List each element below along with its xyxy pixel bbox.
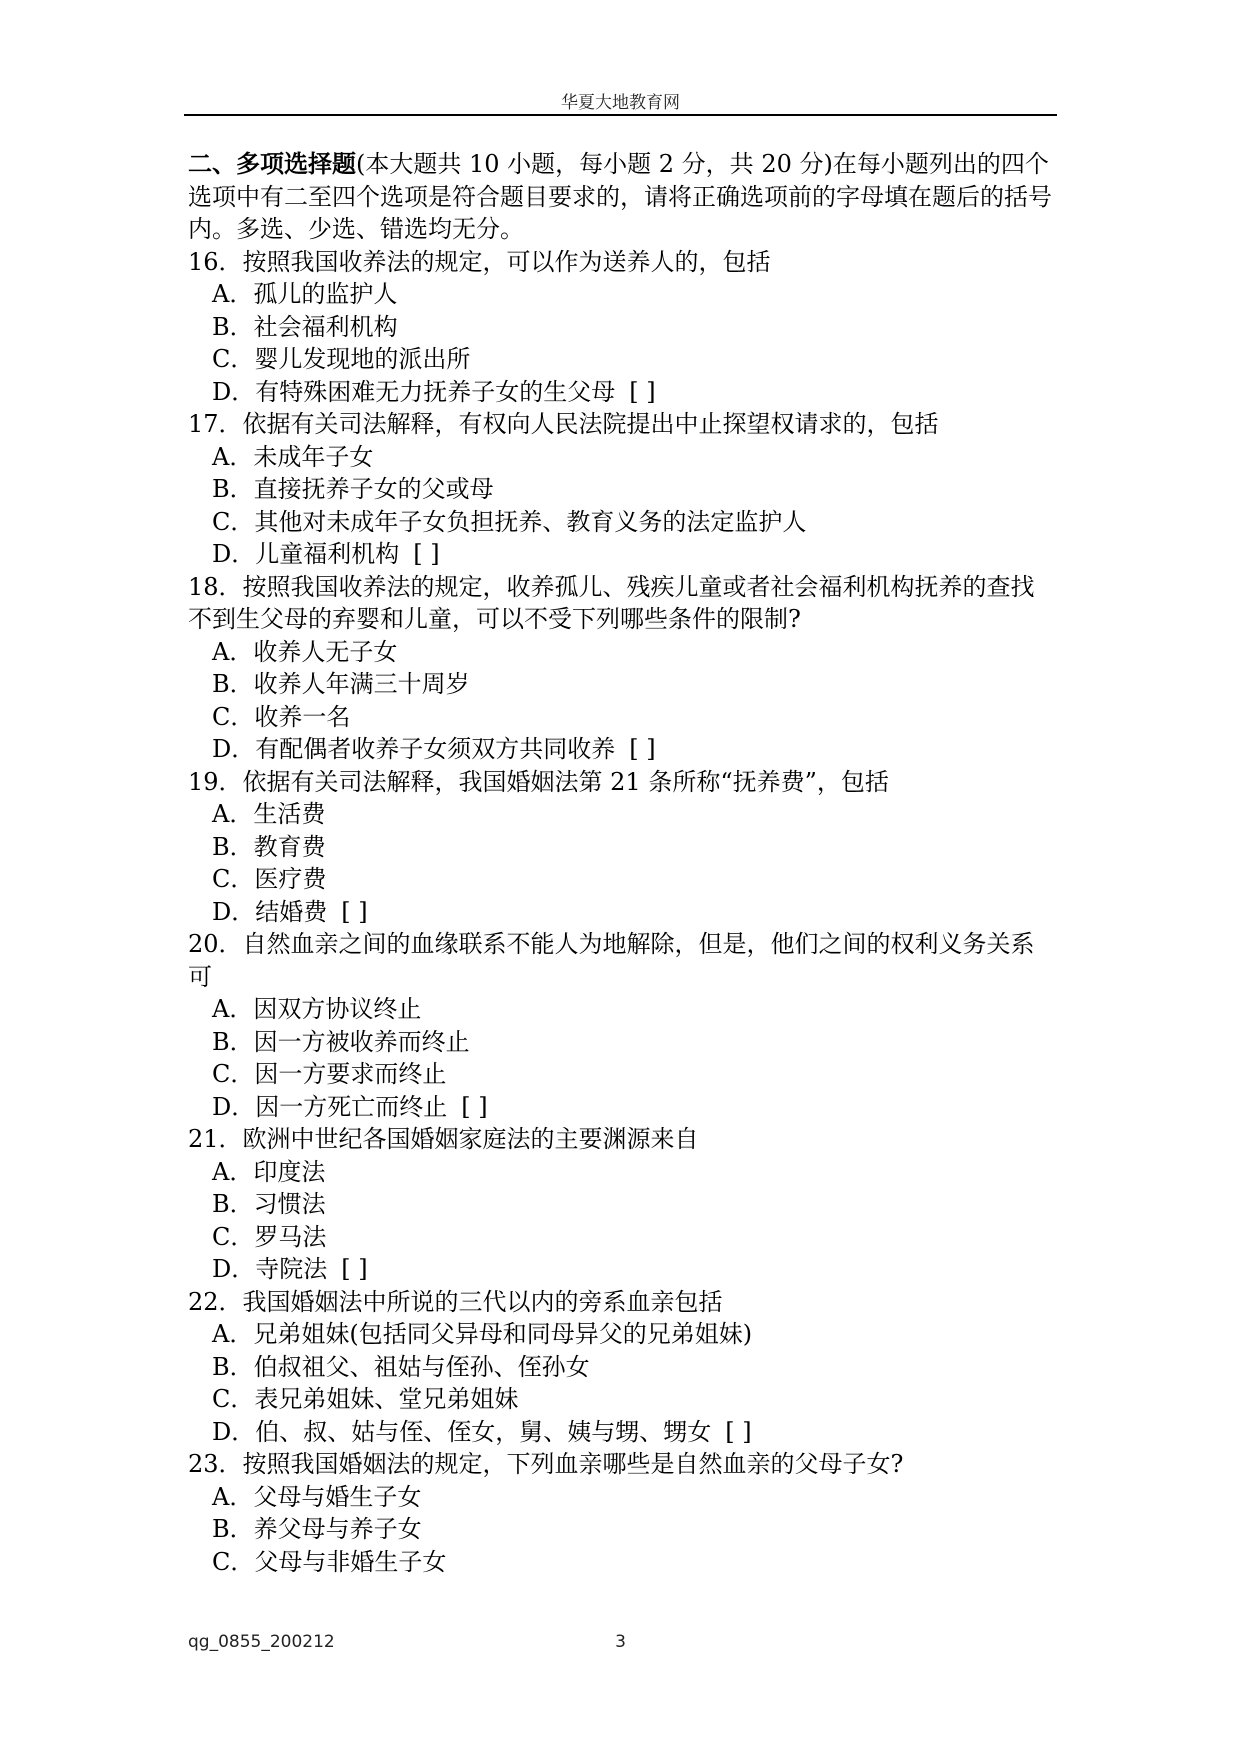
question-18 [188, 571, 1053, 766]
answer-option [188, 1188, 1053, 1221]
answer-option-text: A．印度法 [212, 1157, 326, 1186]
question-stem: 21．欧洲中世纪各国婚姻家庭法的主要渊源来自 [188, 1125, 699, 1153]
answer-option-text: C．罗马法 [212, 1222, 327, 1251]
question-stem: 18．按照我国收养法的规定，收养孤儿、残疾儿童或者社会福利机构抚养的查找不到生父母的弃婴和儿童，可以不受下列哪些条件的限制? [188, 572, 1035, 633]
answer-option-text: C．因一方要求而终止 [212, 1060, 447, 1088]
answer-option [188, 1253, 1053, 1286]
answer-option [188, 1156, 1053, 1189]
question-stem: 23．按照我国婚姻法的规定，下列血亲哪些是自然血亲的父母子女? [188, 1450, 904, 1478]
answer-option [188, 863, 1053, 896]
header-rule [184, 114, 1057, 116]
answer-option [188, 311, 1053, 344]
page-number: 3 [615, 1632, 626, 1652]
answer-option-text: B．直接抚养子女的父或母 [212, 475, 494, 503]
answer-bracket: [ ] [461, 1092, 488, 1121]
answer-option [188, 831, 1053, 864]
answer-option [188, 343, 1053, 376]
answer-option [188, 1318, 1053, 1351]
question-stem: 17．依据有关司法解释，有权向人民法院提出中止探望权请求的，包括 [188, 410, 939, 438]
answer-option-text: A．收养人无子女 [212, 637, 398, 666]
question-stem: 19．依据有关司法解释，我国婚姻法第 21 条所称“抚养费”，包括 [188, 767, 889, 796]
answer-option-text: B．习惯法 [212, 1190, 326, 1218]
question-19 [188, 766, 1053, 929]
answer-option-text: D．寺院法 [212, 1255, 328, 1283]
answer-bracket: [ ] [629, 377, 656, 406]
question-21 [188, 1123, 1053, 1286]
answer-option [188, 376, 1053, 409]
answer-option-text: D．有配偶者收养子女须双方共同收养 [212, 735, 616, 763]
answer-bracket: [ ] [341, 897, 368, 926]
answer-option [188, 1513, 1053, 1546]
answer-option-text: A．生活费 [212, 800, 326, 828]
answer-option [188, 473, 1053, 506]
answer-option [188, 993, 1053, 1026]
page-header-title: 华夏大地教育网 [561, 93, 680, 113]
answer-option [188, 733, 1053, 766]
answer-option-text: C．父母与非婚生子女 [212, 1547, 447, 1576]
answer-option-text: B．社会福利机构 [212, 312, 398, 341]
answer-option [188, 1221, 1053, 1254]
question-20 [188, 928, 1053, 1123]
answer-bracket: [ ] [413, 540, 440, 568]
answer-option-text: A．兄弟姐妹(包括同父异母和同母异父的兄弟姐妹) [212, 1320, 753, 1348]
question-stem: 22．我国婚姻法中所说的三代以内的旁系血亲包括 [188, 1287, 723, 1316]
question-stem: 16．按照我国收养法的规定，可以作为送养人的，包括 [188, 247, 771, 276]
section-intro [188, 148, 1053, 246]
document-content [188, 148, 1053, 1578]
answer-option [188, 1481, 1053, 1514]
answer-option-text: B．教育费 [212, 832, 326, 861]
question-16 [188, 246, 1053, 409]
answer-option [188, 1091, 1053, 1124]
answer-option-text: C．表兄弟姐妹、堂兄弟姐妹 [212, 1385, 519, 1413]
answer-option [188, 441, 1053, 474]
answer-option-text: C．婴儿发现地的派出所 [212, 345, 471, 373]
answer-option [188, 701, 1053, 734]
answer-option-text: A．孤儿的监护人 [212, 280, 398, 308]
answer-option [188, 1416, 1053, 1449]
answer-option-text: A．未成年子女 [212, 442, 374, 471]
answer-option-text: D．有特殊困难无力抚养子女的生父母 [212, 377, 616, 406]
answer-option-text: C．医疗费 [212, 865, 327, 893]
answer-option-text: D．因一方死亡而终止 [212, 1092, 448, 1121]
question-list [188, 246, 1053, 1579]
answer-option [188, 636, 1053, 669]
answer-option [188, 506, 1053, 539]
question-17 [188, 408, 1053, 571]
section-heading: 二、多项选择题 [188, 149, 356, 178]
answer-option-text: C．收养一名 [212, 702, 351, 731]
answer-bracket: [ ] [725, 1417, 752, 1446]
footer-code: qg_0855_200212 [188, 1632, 335, 1652]
answer-bracket: [ ] [341, 1255, 368, 1283]
answer-option [188, 538, 1053, 571]
answer-option [188, 798, 1053, 831]
answer-option-text: D．儿童福利机构 [212, 540, 400, 568]
answer-option [188, 1351, 1053, 1384]
question-23 [188, 1448, 1053, 1578]
answer-option-text: C．其他对未成年子女负担抚养、教育义务的法定监护人 [212, 507, 807, 536]
answer-option [188, 278, 1053, 311]
answer-option-text: D．结婚费 [212, 897, 328, 926]
answer-option-text: A．因双方协议终止 [212, 995, 422, 1023]
answer-option-text: B．收养人年满三十周岁 [212, 670, 470, 698]
answer-bracket: [ ] [629, 735, 656, 763]
question-22 [188, 1286, 1053, 1449]
answer-option [188, 1546, 1053, 1579]
answer-option-text: A．父母与婚生子女 [212, 1482, 422, 1511]
answer-option-text: B．养父母与养子女 [212, 1515, 422, 1543]
answer-option-text: D．伯、叔、姑与侄、侄女，舅、姨与甥、甥女 [212, 1417, 712, 1446]
section-instructions: (本大题共 10 小题，每小题 2 分，共 20 分)在每小题列出的四个选项中有二至四个选项是符合题目要求的，请将正确选项前的字母填在题后的括号内。多选、少选、错选均无分。 [188, 150, 1052, 243]
answer-option [188, 1026, 1053, 1059]
answer-option [188, 1383, 1053, 1416]
answer-option-text: B．伯叔祖父、祖姑与侄孙、侄孙女 [212, 1352, 590, 1381]
answer-option [188, 1058, 1053, 1091]
question-stem: 20．自然血亲之间的血缘联系不能人为地解除，但是，他们之间的权利义务关系可 [188, 930, 1035, 991]
answer-option-text: B．因一方被收养而终止 [212, 1027, 470, 1056]
answer-option [188, 668, 1053, 701]
answer-option [188, 896, 1053, 929]
